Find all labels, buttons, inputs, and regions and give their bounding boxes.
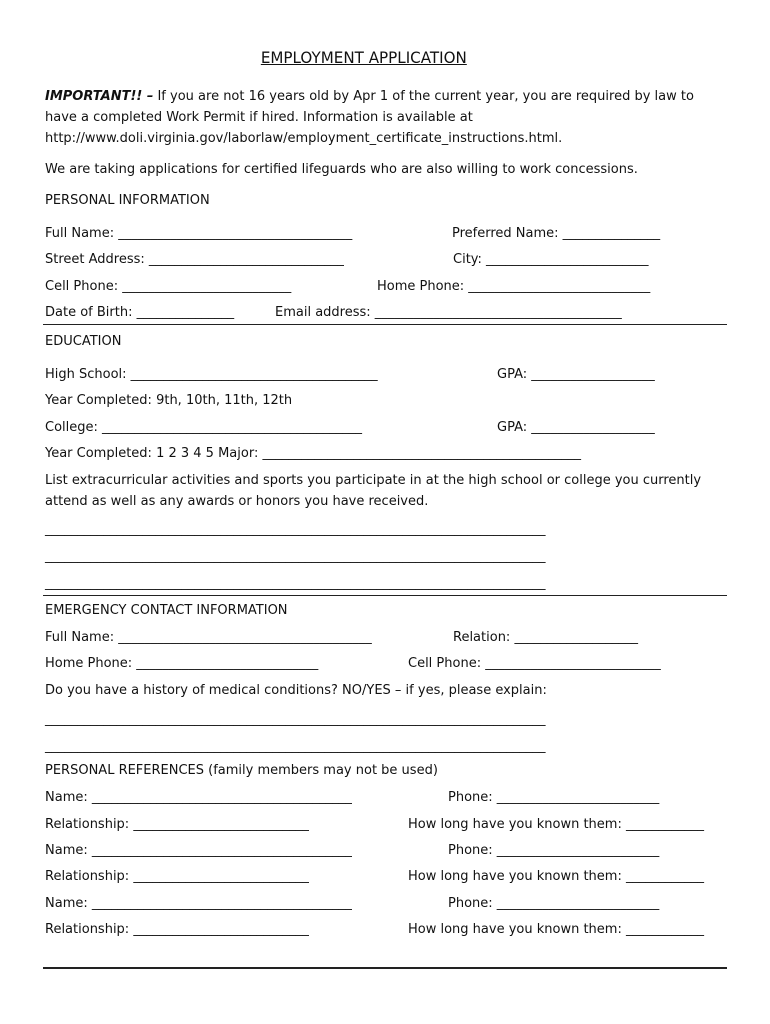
- reference-phone-field[interactable]: Phone: _________________________: [448, 896, 660, 911]
- education-heading: EDUCATION: [45, 334, 122, 349]
- high-school-field[interactable]: High School: ______________________________________: [45, 367, 378, 382]
- reference-phone-field[interactable]: Phone: _________________________: [448, 843, 660, 858]
- medical-line[interactable]: _____________________________________________________________________________: [45, 712, 546, 727]
- lifeguards-note: We are taking applications for certified lifeguards who are also willing to work concessions.: [45, 162, 638, 177]
- street-address-field[interactable]: Street Address: ______________________________: [45, 252, 344, 267]
- activities-prompt: List extracurricular activities and sports you participate in at the high school or college you currently attend as well as any awards or honors you have received.: [45, 473, 702, 509]
- home-phone-field[interactable]: Home Phone: ____________________________: [377, 279, 651, 294]
- page-title: EMPLOYMENT APPLICATION: [260, 48, 467, 67]
- emergency-home-phone-field[interactable]: Home Phone: ____________________________: [45, 656, 319, 671]
- date-of-birth-field[interactable]: Date of Birth: _______________: [45, 305, 235, 320]
- important-notice: [45, 86, 725, 149]
- reference-how-long-field[interactable]: How long have you known them: ____________: [408, 817, 704, 832]
- year-completed-college[interactable]: Year Completed: 1 2 3 4 5 Major: _________________________________________________: [45, 446, 581, 461]
- year-completed-hs[interactable]: Year Completed: 9th, 10th, 11th, 12th: [45, 393, 293, 408]
- preferred-name-field[interactable]: Preferred Name: _______________: [452, 226, 661, 241]
- activities-line[interactable]: _____________________________________________________________________________: [45, 522, 546, 537]
- bottom-divider: [43, 967, 727, 969]
- cell-phone-field[interactable]: Cell Phone: __________________________: [45, 279, 292, 294]
- relation-field[interactable]: Relation: ___________________: [453, 630, 638, 645]
- reference-name-field[interactable]: Name: ________________________________________: [45, 896, 352, 911]
- reference-relationship-field[interactable]: Relationship: ___________________________: [45, 869, 309, 884]
- emergency-heading: EMERGENCY CONTACT INFORMATION: [45, 603, 288, 618]
- activities-line[interactable]: _____________________________________________________________________________: [45, 576, 546, 591]
- medical-line[interactable]: _____________________________________________________________________________: [45, 739, 546, 754]
- section-divider: [43, 324, 727, 325]
- reference-how-long-field[interactable]: How long have you known them: ____________: [408, 869, 704, 884]
- email-field[interactable]: Email address: ______________________________________: [275, 305, 622, 320]
- college-field[interactable]: College: ________________________________________: [45, 420, 363, 435]
- reference-name-field[interactable]: Name: ________________________________________: [45, 843, 352, 858]
- reference-name-field[interactable]: Name: ________________________________________: [45, 790, 352, 805]
- college-gpa-field[interactable]: GPA: ___________________: [497, 420, 655, 435]
- city-field[interactable]: City: _________________________: [453, 252, 649, 267]
- references-heading: PERSONAL REFERENCES (family members may not be used): [45, 763, 438, 778]
- important-text: If you are not 16 years old by Apr 1 of the current year, you are required by law to have a completed Work Permit if hired. Information is available at http://www.doli.virginia.gov/laborlaw/employment_certificate_instructions.html.: [45, 89, 694, 146]
- emergency-full-name-field[interactable]: Full Name: _______________________________________: [45, 630, 372, 645]
- full-name-field[interactable]: Full Name: ____________________________________: [45, 226, 353, 241]
- hs-gpa-field[interactable]: GPA: ___________________: [497, 367, 655, 382]
- important-label: IMPORTANT!! –: [45, 89, 154, 104]
- reference-phone-field[interactable]: Phone: _________________________: [448, 790, 660, 805]
- emergency-cell-phone-field[interactable]: Cell Phone: ___________________________: [408, 656, 661, 671]
- reference-relationship-field[interactable]: Relationship: ___________________________: [45, 817, 309, 832]
- section-divider: [43, 595, 727, 596]
- activities-line[interactable]: _____________________________________________________________________________: [45, 549, 546, 564]
- reference-relationship-field[interactable]: Relationship: ___________________________: [45, 922, 309, 937]
- reference-how-long-field[interactable]: How long have you known them: ____________: [408, 922, 704, 937]
- medical-question: Do you have a history of medical conditions? NO/YES – if yes, please explain:: [45, 683, 547, 698]
- personal-heading: PERSONAL INFORMATION: [45, 193, 210, 208]
